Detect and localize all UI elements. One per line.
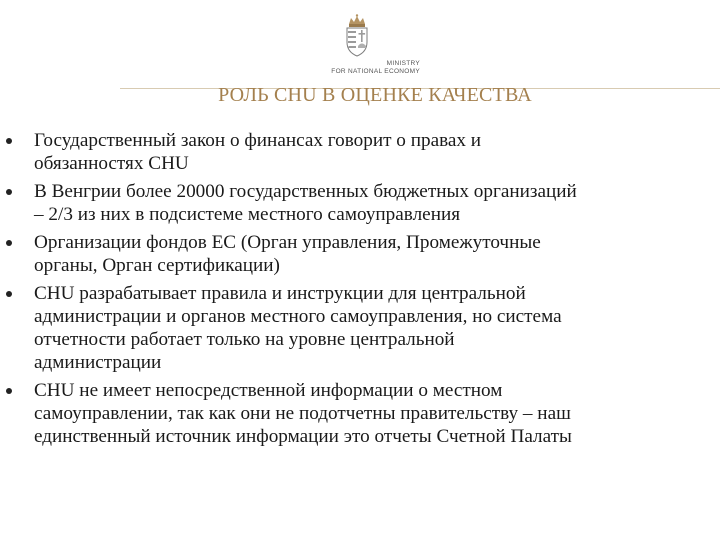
bullet-item — [0, 231, 720, 277]
bullet-text-line: Организации фондов ЕС (Орган управления, Промежуточные — [34, 232, 541, 253]
bullet-text-line: – 2/3 из них в подсистеме местного самоуправления — [34, 204, 461, 225]
bullet-text-line: Государственный закон о финансах говорит о правах и — [34, 130, 482, 151]
bullet-dot-icon — [6, 240, 12, 246]
bullet-text-line: администрации — [34, 352, 162, 373]
slide-title: РОЛЬ CHU В ОЦЕНКЕ КАЧЕСТВА — [218, 84, 532, 106]
ministry-label — [300, 60, 420, 76]
bullet-dot-icon — [6, 138, 12, 144]
bullet-text-line: самоуправлении, так как они не подотчетны правительству – наш — [34, 403, 571, 424]
bullet-text-line: единственный источник информации это отчеты Счетной Палаты — [34, 426, 572, 447]
bullet-text-line: В Венгрии более 20000 государственных бюджетных организаций — [34, 181, 577, 202]
bullet-dot-icon — [6, 291, 12, 297]
bullet-text-line: отчетности работает только на уровне центральной — [34, 329, 455, 350]
bullet-item — [0, 180, 720, 226]
bullet-dot-icon — [6, 388, 12, 394]
bullet-list — [0, 129, 720, 453]
bullet-item — [0, 379, 720, 448]
bullet-dot-icon — [6, 189, 12, 195]
coat-of-arms-icon — [344, 14, 370, 58]
ministry-line-2: FOR NATIONAL ECONOMY — [331, 68, 420, 75]
bullet-text-line: администрации и органов местного самоуправления, но система — [34, 306, 562, 327]
bullet-item — [0, 129, 720, 175]
bullet-text-line: органы, Орган сертификации) — [34, 255, 280, 276]
bullet-text-line: CHU не имеет непосредственной информации о местном — [34, 380, 503, 401]
bullet-text-line: обязанностях CHU — [34, 153, 189, 174]
bullet-item — [0, 282, 720, 374]
slide-header — [0, 0, 720, 110]
bullet-text-line: CHU разрабатывает правила и инструкции для центральной — [34, 283, 526, 304]
ministry-line-1: MINISTRY — [386, 60, 420, 67]
